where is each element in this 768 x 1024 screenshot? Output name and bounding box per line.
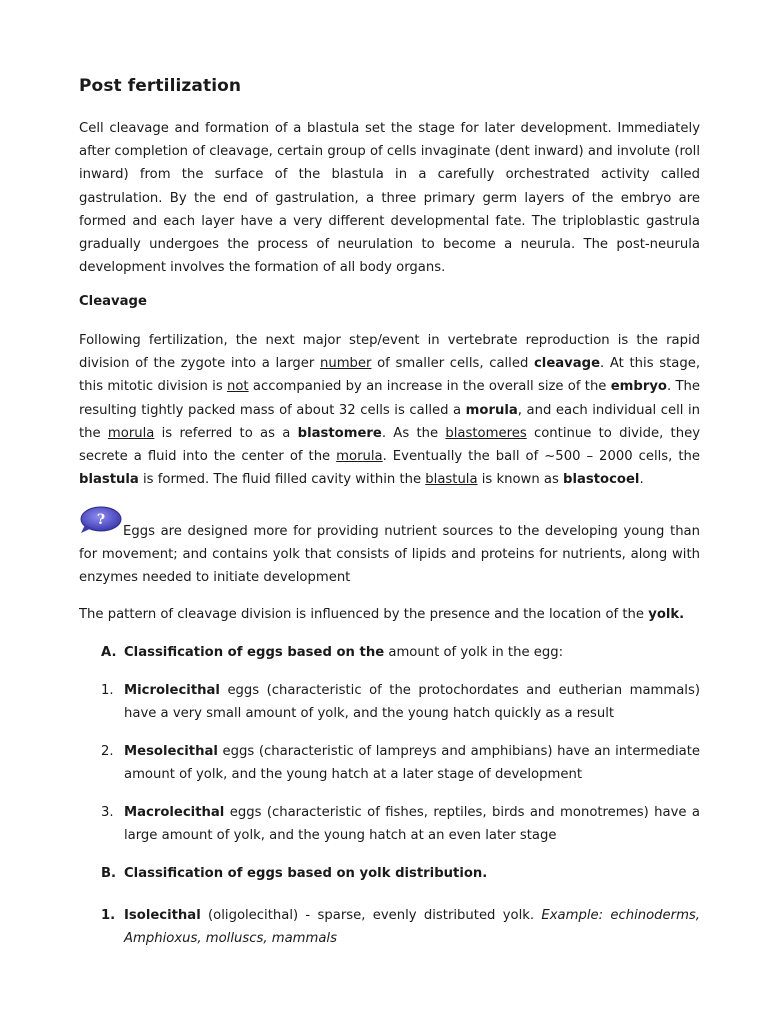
term-blastomere: blastomere bbox=[297, 425, 382, 441]
cleavage-heading: Cleavage bbox=[79, 294, 147, 309]
intro-paragraph: Cell cleavage and formation of a blastula set the stage for later development. Immediately after completion of cleavage, certain group of cells invaginate (dent inward) and involute (roll inward) from the surface of the blastula in a carefully orchestrated activity called gastrulation. By the end of gastrulation, a three primary germ layers of the embryo are formed and each layer have a very different developmental fate. The triploblastic gastrula gradually undergoes the process of neurulation to become a neurula. The post-neurula development involves the formation of all body organs. bbox=[79, 121, 700, 276]
svg-text:?: ? bbox=[96, 512, 106, 528]
pattern-paragraph: The pattern of cleavage division is influenced by the presence and the location of the yolk. bbox=[79, 607, 685, 622]
term-morula-underlined-2: morula bbox=[336, 449, 383, 465]
term-not: not bbox=[227, 379, 249, 395]
term-blastula-underlined: blastula bbox=[425, 472, 478, 488]
term-yolk: yolk. bbox=[648, 607, 685, 622]
term-morula: morula bbox=[465, 402, 518, 418]
term-number: number bbox=[320, 356, 372, 372]
term-morula-underlined: morula bbox=[107, 425, 155, 441]
page-title: Post fertilization bbox=[79, 76, 242, 96]
term-blastula: blastula bbox=[79, 472, 139, 488]
term-blastomeres: blastomeres bbox=[445, 425, 527, 441]
term-blastocoel: blastocoel bbox=[563, 472, 640, 488]
document-page: Post fertilization Cell cleavage and formation of a blastula set the stage for later development. Immediately after completion of cleavage, certain group of cells invaginate (dent inward) and involute (roll inward) from the surface of the blastula in a carefully orchestrated activity called gastrulation. By the end of gastrulation, a three primary germ layers of the embryo are formed and each layer have a very different developmental fate. The triploblastic gastrula gradually undergoes the process of neurulation to become a neurula. The post-neurula development involves the formation of all body organs. Cleavage Following fertilization, the next major step/event in vertebrate reproduction is the rapid division of the zygote into a larger number of smaller cells, called cleavage. At this stage, this mitotic division is not accompanied by an increase in the overall size of the embryo. The resulting tightly packed mass of about 32 cells is called a morula, and each individual cell in the morula is referred to as a blastomere. As the blastomeres continue to divide, they secrete a fluid into the center of the morula. Eventually the ball of ~500 – 2000 cells, the blastula is formed. The fluid filled cavity within the blastula is known as blastocoel. ? Eggs are designed more for providing nutrient sources to the developing young than for movement; and contains yolk that consists of lipids and proteins for nutrients, along with enzymes needed to initiate development The pattern of cleavage division is influenced by the presence and the location of the yolk. A. Classification of eggs based on the amount of yolk in the egg: 1. Microlecithal eggs (characteristic of the protochordates and eutherian mammals) have a very small amount of yolk, and the young hatch quickly as a result 2. Mesolecithal eggs (characteristic of lampreys and amphibians) have an intermediate amount of yolk, and the young hatch at a later stage of development 3. Macrolecithal eggs (characteristic of fishes, reptiles, birds and monotremes) have a large amount of yolk, and the young hatch at an even later stage B. Classification of eggs based on yolk distribution. 1. Isolecithal (oligolecithal) - sparse, evenly distributed yolk. Example: echinoderms, Amphioxus, molluscs, mammals bbox=[79, 76, 701, 947]
note-paragraph: Eggs are designed more for providing nutrient sources to the developing young than for movement; and contains yolk that consists of lipids and proteins for nutrients, along with enzymes needed to initiate development bbox=[79, 524, 700, 586]
cleavage-paragraph: Following fertilization, the next major step/event in vertebrate reproduction is the rapid division of the zygote into a larger number of smaller cells, called cleavage. At this stage, this mitotic division is not accompanied by an increase in the overall size of the embryo. The resulting tightly packed mass of about 32 cells is called a morula, and each individual cell in the morula is referred to as a blastomere. As the blastomeres continue to divide, they secrete a fluid into the center of the morula. Eventually the ball of ~500 – 2000 cells, the blastula is formed. The fluid filled cavity within the blastula is known as blastocoel. bbox=[79, 333, 701, 488]
term-cleavage: cleavage bbox=[533, 356, 601, 372]
term-embryo: embryo bbox=[610, 379, 667, 395]
